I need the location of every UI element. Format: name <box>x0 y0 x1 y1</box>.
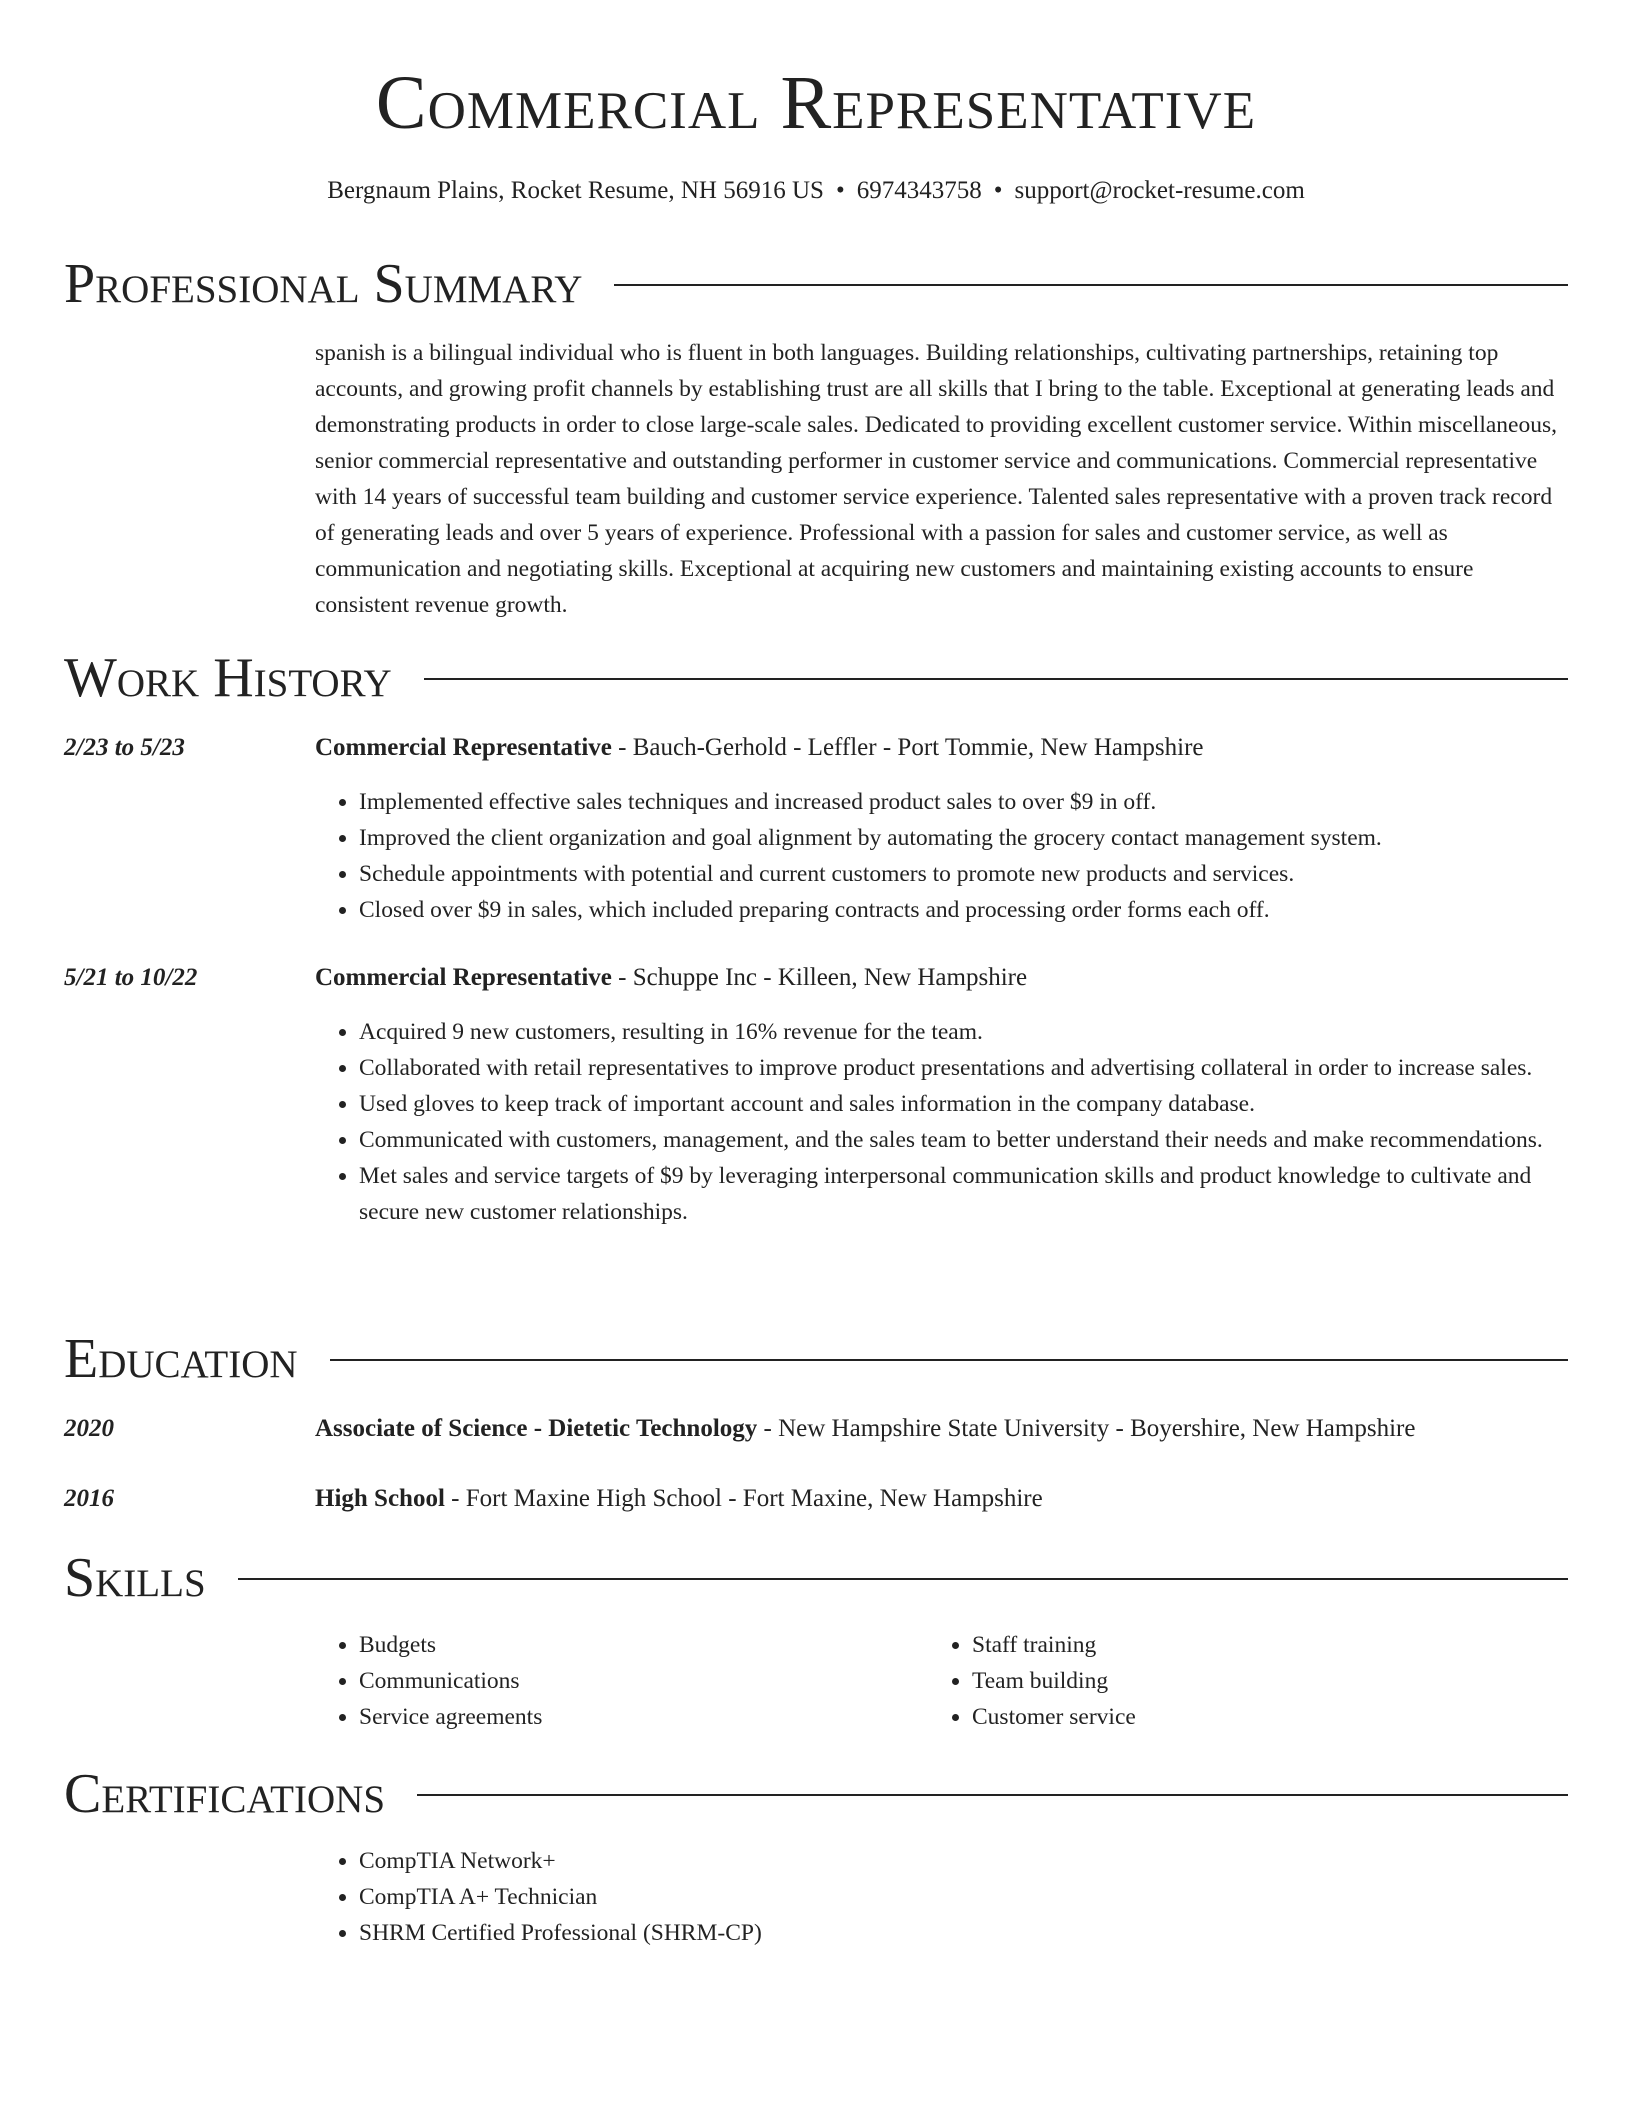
job-bullet: • Implemented effective sales techniques and increased product sales to over $9 in off. <box>359 784 1568 820</box>
certifications-section-title: Certifications <box>64 1763 386 1825</box>
certification-item: • CompTIA Network+ <box>359 1843 1568 1879</box>
contact-separator: • <box>993 177 1003 204</box>
certifications-section-header <box>64 1762 1568 1826</box>
job-dates: 5/21 to 10/22 <box>64 964 198 991</box>
skill-item: • Team building <box>972 1663 1528 1699</box>
education-section-header <box>64 1327 1568 1391</box>
skill-item: • Communications <box>359 1663 915 1699</box>
education-entry <box>315 1481 1568 1517</box>
certification-item: • CompTIA A+ Technician <box>359 1879 1568 1915</box>
job-role: Commercial Representative <box>315 734 612 761</box>
skills-list-right <box>928 1627 1528 1735</box>
education-degree: Associate of Science - Dietetic Technology <box>315 1415 758 1442</box>
job-role: Commercial Representative <box>315 964 612 991</box>
contact-email: support@rocket-resume.com <box>1014 177 1305 204</box>
skills-list-left <box>315 1627 915 1735</box>
work-section-header <box>64 646 1568 710</box>
skill-item: • Staff training <box>972 1627 1528 1663</box>
job-bullets <box>315 1014 1568 1230</box>
skills-section-title: Skills <box>64 1547 206 1609</box>
job-bullet: • Collaborated with retail representatives to improve product presentations and advertising collateral in order to increase sales. <box>359 1050 1568 1086</box>
section-divider <box>424 678 1568 680</box>
job-bullets <box>315 784 1568 928</box>
education-year: 2016 <box>64 1485 114 1512</box>
education-details: - Fort Maxine High School - Fort Maxine, New Hampshire <box>444 1485 1043 1512</box>
education-details: - New Hampshire State University - Boyershire, New Hampshire <box>757 1415 1416 1442</box>
job-dates: 2/23 to 5/23 <box>64 734 185 761</box>
job-title-line <box>315 960 1568 996</box>
job-bullet: • Closed over $9 in sales, which included preparing contracts and processing order forms each off. <box>359 892 1568 928</box>
section-divider <box>238 1578 1568 1580</box>
certifications-list <box>315 1843 1568 1951</box>
job-details: - Schuppe Inc - Killeen, New Hampshire <box>611 964 1028 991</box>
candidate-name: Commercial Representative <box>375 61 1257 145</box>
job-bullet: • Acquired 9 new customers, resulting in 16% revenue for the team. <box>359 1014 1568 1050</box>
section-divider <box>330 1359 1568 1361</box>
section-divider <box>614 284 1568 286</box>
contact-line <box>0 174 1632 208</box>
summary-section-header <box>64 252 1568 316</box>
skill-item: • Budgets <box>359 1627 915 1663</box>
summary-text: spanish is a bilingual individual who is fluent in both languages. Building relationships, cultivating partnerships, retaining top accounts, and growing profit channels by establishing trust are all skills that I bring to the table. Exceptional at generating leads and demonstrating products in order to close large-scale sales. Dedicated to providing excellent customer service. Within miscellaneous, senior commercial representative and outstanding performer in customer service and communications. Commercial representative with 14 years of successful team building and customer service experience. Talented sales representative with a proven track record of generating leads and over 5 years of experience. Professional with a passion for sales and customer service, as well as communication and negotiating skills. Exceptional at acquiring new customers and maintaining existing accounts to ensure consistent revenue growth. <box>315 340 1558 618</box>
job-title-line <box>315 730 1568 766</box>
contact-separator: • <box>835 177 845 204</box>
skill-item: • Customer service <box>972 1699 1528 1735</box>
education-degree: High School <box>315 1485 445 1512</box>
job-bullet: • Schedule appointments with potential and current customers to promote new products and services. <box>359 856 1568 892</box>
certification-item: • SHRM Certified Professional (SHRM-CP) <box>359 1915 1568 1951</box>
contact-address: Bergnaum Plains, Rocket Resume, NH 56916 US <box>327 177 824 204</box>
job-bullet: • Improved the client organization and goal alignment by automating the grocery contact management system. <box>359 820 1568 856</box>
job-details: - Bauch-Gerhold - Leffler - Port Tommie, New Hampshire <box>611 734 1204 761</box>
job-bullet: • Met sales and service targets of $9 by leveraging interpersonal communication skills and product knowledge to cultivate and secure new customer relationships. <box>359 1158 1568 1230</box>
summary-section-title: Professional Summary <box>64 253 583 315</box>
section-divider <box>417 1794 1568 1796</box>
skill-item: • Service agreements <box>359 1699 915 1735</box>
contact-phone: 6974343758 <box>856 177 982 204</box>
education-section-title: Education <box>64 1328 298 1390</box>
work-section-title: Work History <box>64 647 392 709</box>
job-bullet: • Communicated with customers, management, and the sales team to better understand their needs and make recommendations. <box>359 1122 1568 1158</box>
skills-section-header <box>64 1546 1568 1610</box>
education-entry <box>315 1411 1568 1447</box>
education-year: 2020 <box>64 1415 114 1442</box>
job-bullet: • Used gloves to keep track of important account and sales information in the company database. <box>359 1086 1568 1122</box>
